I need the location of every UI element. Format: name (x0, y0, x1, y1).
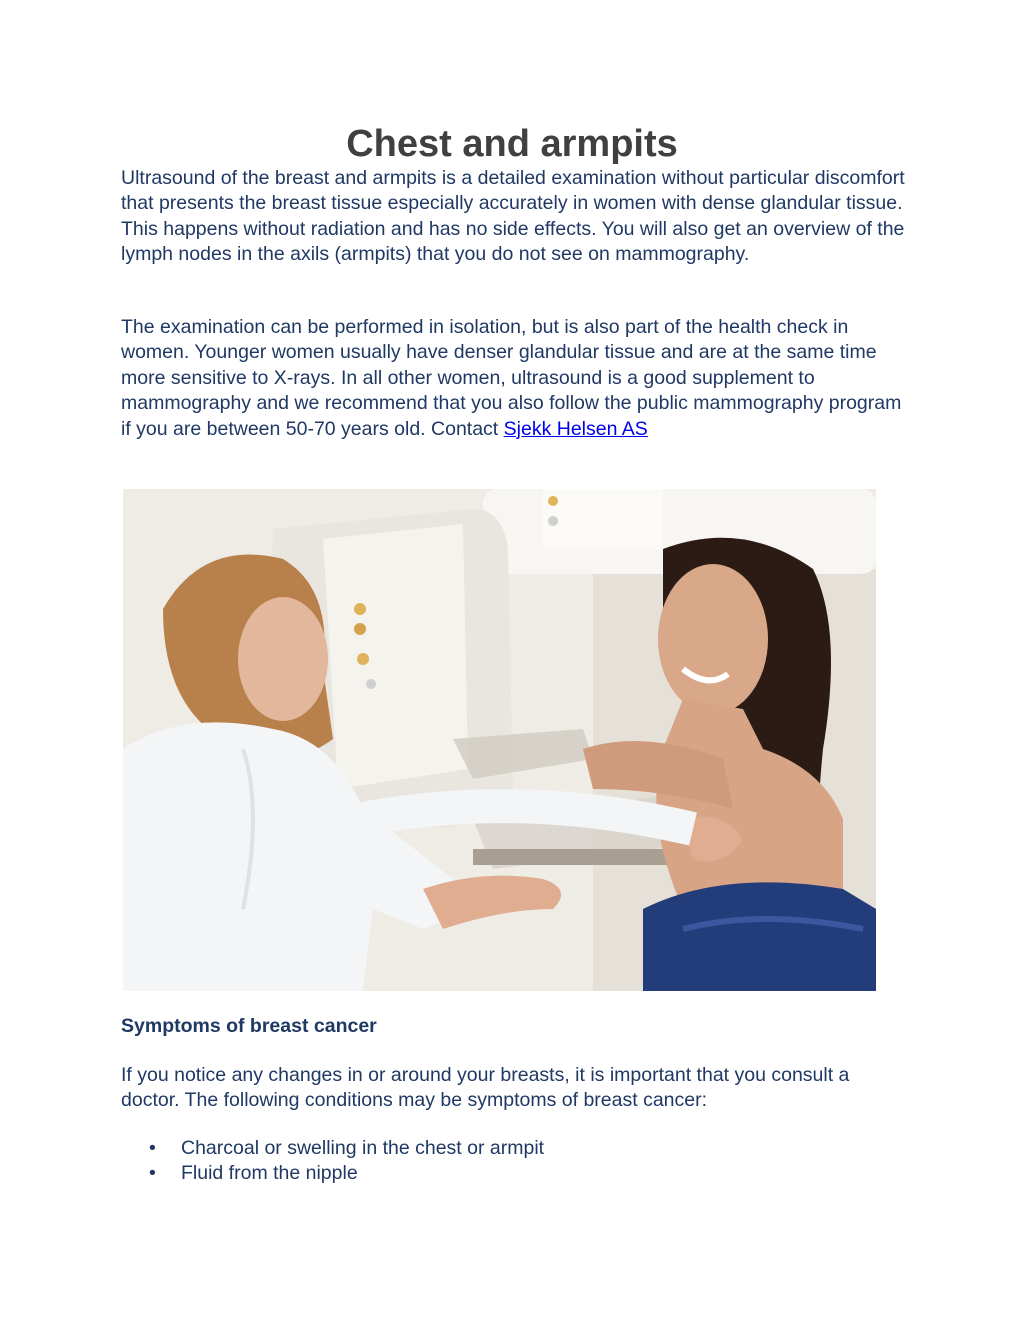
bullet-icon: • (149, 1137, 156, 1159)
sjekk-helsen-link[interactable]: Sjekk Helsen AS (503, 417, 648, 440)
symptoms-intro-paragraph: If you notice any changes in or around your breasts, it is important that you consult a doctor. The following conditions may be symptoms of breast cancer: (121, 1064, 850, 1112)
list-item (121, 1136, 544, 1161)
list-item-text: Fluid from the nipple (181, 1162, 358, 1184)
examination-paragraph-text: The examination can be performed in isolation, but is also part of the health check in women. Younger women usually have denser glandular tissue and are at the same time more sensitive to X-rays. In all other women, ultrasound is a good supplement to mammography and we recommend that you also follow the public mammography program if you are between 50-70 years old. Contact (121, 316, 902, 440)
intro-paragraph: Ultrasound of the breast and armpits is a detailed examination without particular discomfort that presents the breast tissue especially accurately in women with dense glandular tissue. This happens without radiation and has no side effects. You will also get an overview of the lymph nodes in the axils (armpits) that you do not see on mammography. (121, 167, 905, 266)
page-title: Chest and armpits (346, 123, 678, 165)
examination-paragraph (121, 315, 911, 442)
list-item (121, 1161, 544, 1186)
symptoms-list (121, 1136, 544, 1186)
list-item-text: Charcoal or swelling in the chest or armpit (181, 1137, 545, 1159)
bullet-icon: • (149, 1162, 156, 1184)
symptoms-heading: Symptoms of breast cancer (121, 1015, 377, 1037)
mammography-photo (123, 489, 876, 991)
